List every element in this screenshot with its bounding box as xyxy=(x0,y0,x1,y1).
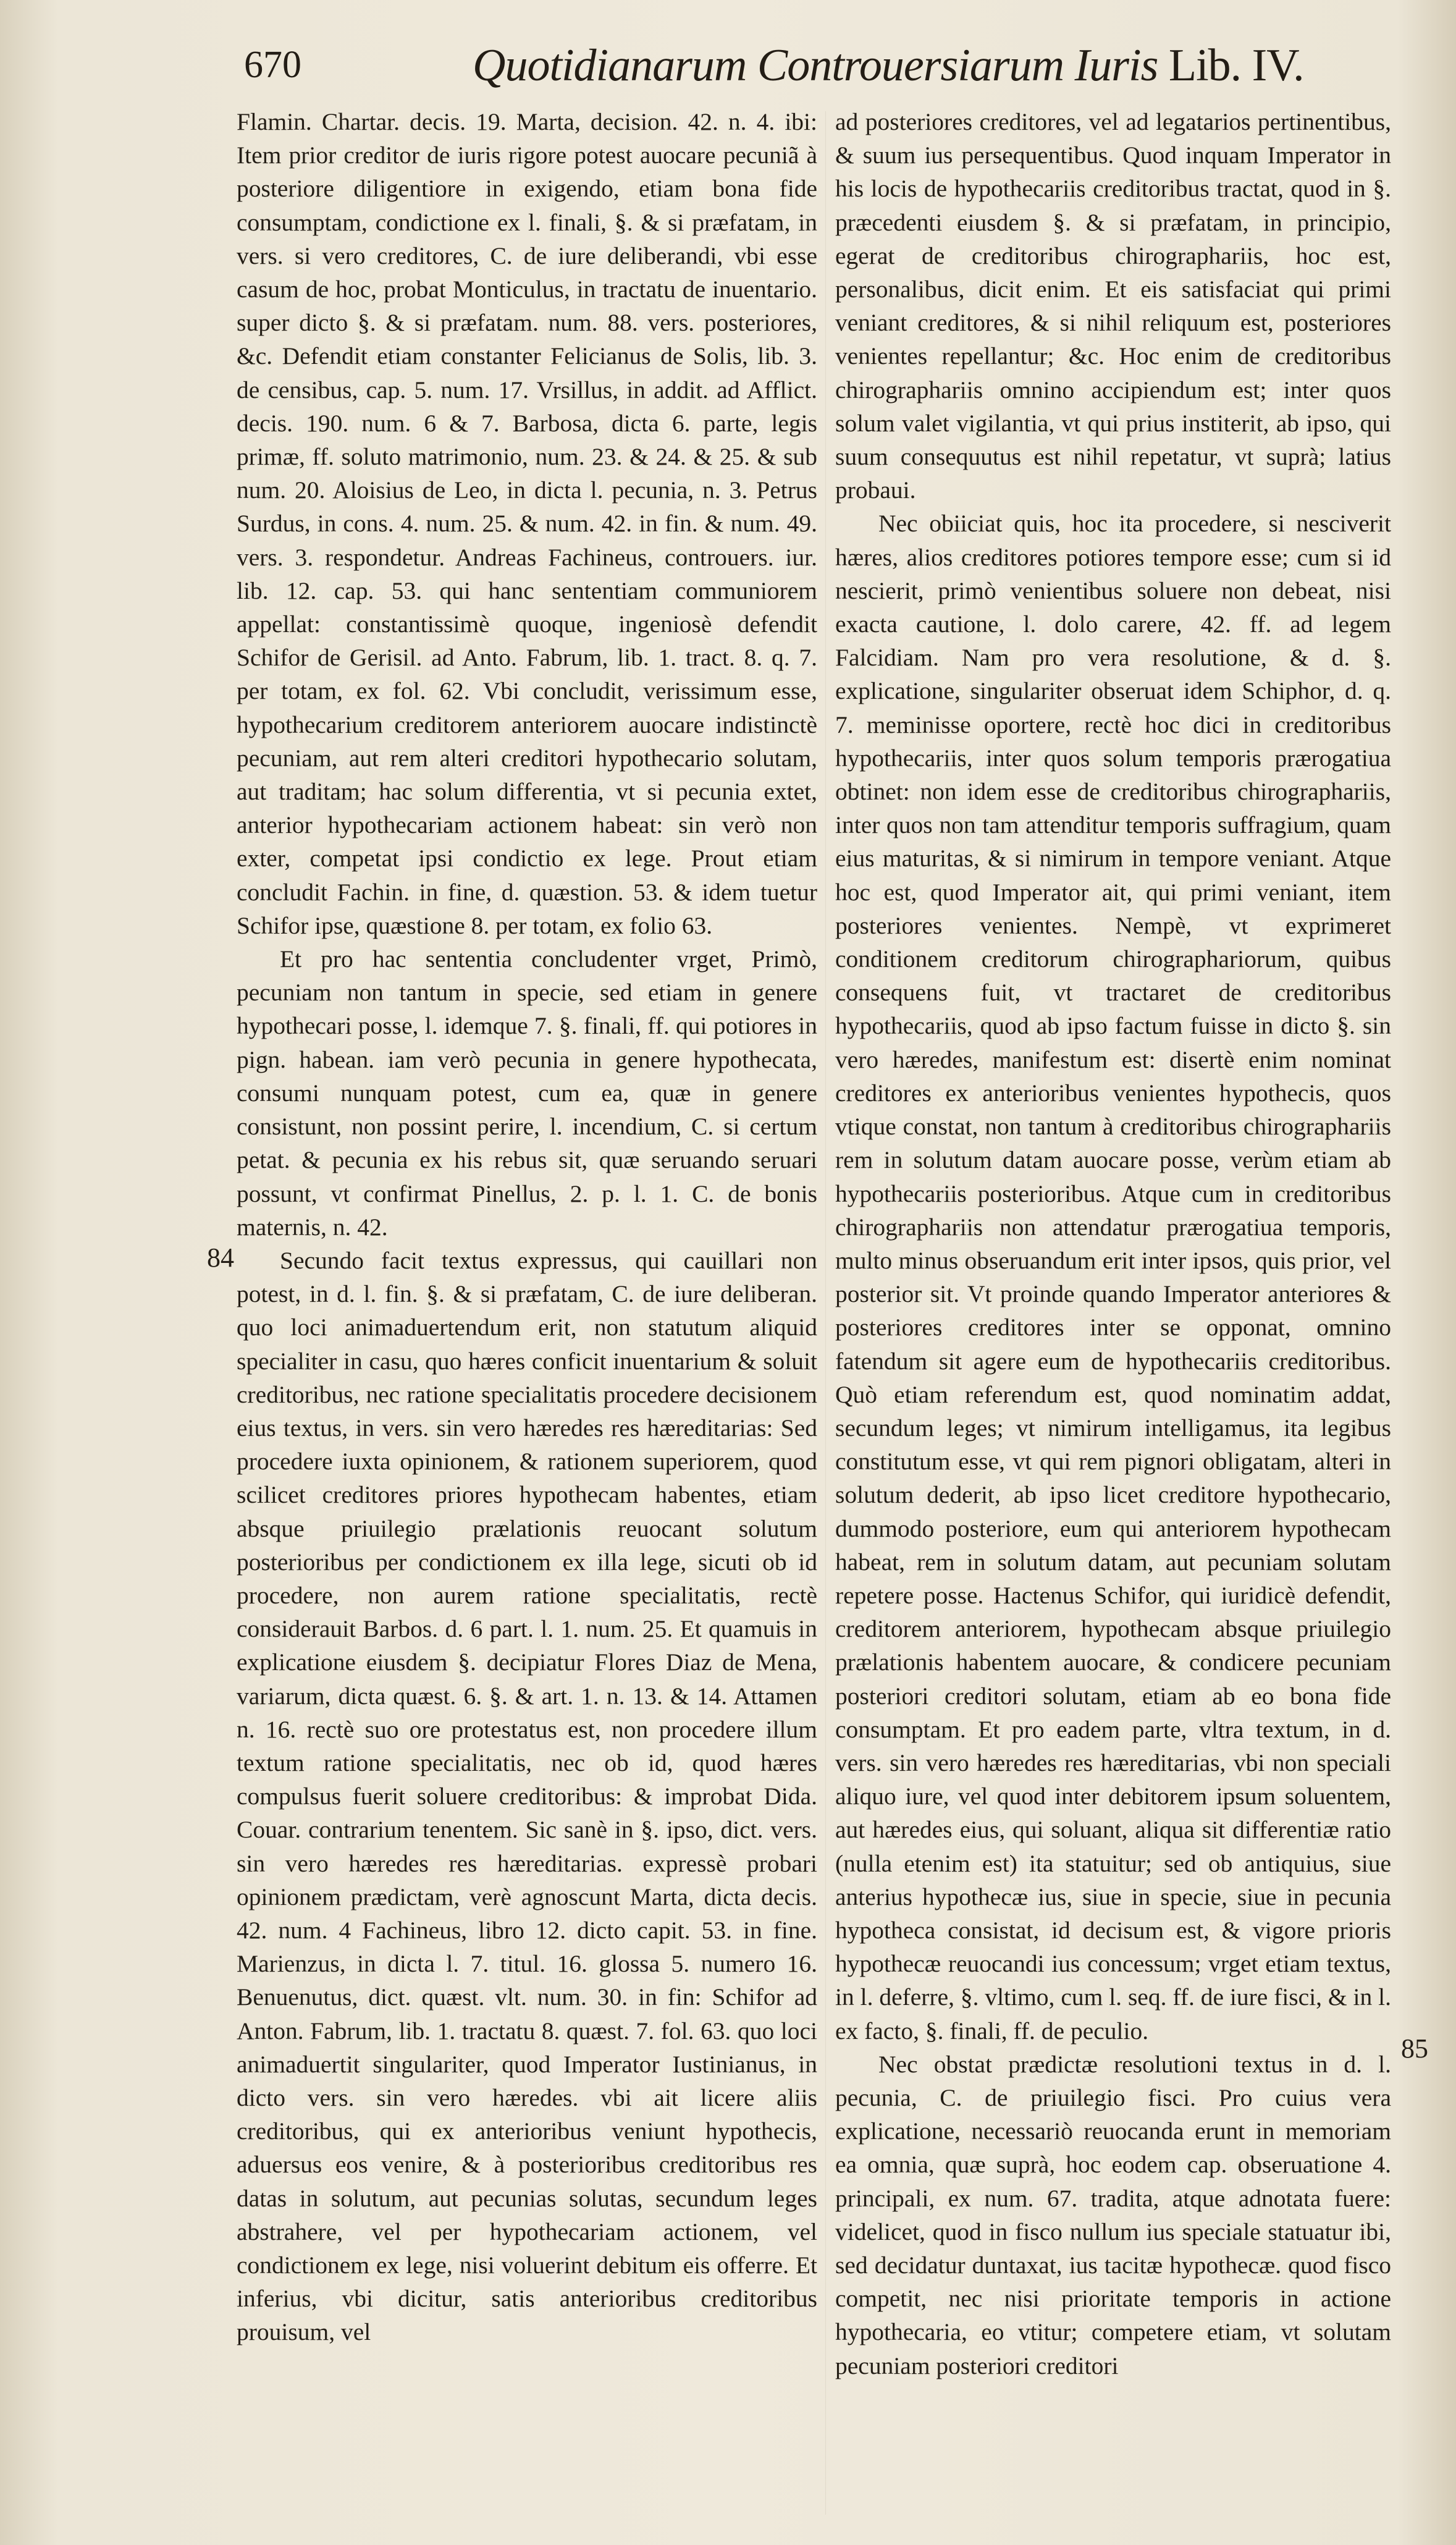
running-title xyxy=(473,40,1304,92)
column-gutter xyxy=(825,111,826,2515)
right-column xyxy=(835,105,1391,2383)
margin-number-left: 84 xyxy=(207,1243,234,1273)
paragraph: Et pro hac sententia concludenter vrget, Primò, pecuniam non tantum in specie, sed etiam in genere hypothecari posse, l. idemque 7. §. finali, ff. qui potiores in pign. habean. iam verò pecunia in genere hypothecata, consumi nunquam potest, cum ea, quæ in genere consistunt, non possint perire, l. incendium, C. si certum petat. & pecunia ex his rebus sit, quæ seruando seruari possunt, vt confirmat Pinellus, 2. p. l. 1. C. de bonis maternis, n. 42. xyxy=(237,945,817,1241)
paragraph: Nec obiiciat quis, hoc ita procedere, si nesciverit hæres, alios creditores potiores tempore esse; cum si id nescierit, primò venientibus soluere non debeat, nisi exacta cautione, l. dolo carere, 42. ff. ad legem Falcidiam. Nam pro vera resolutione, & d. §. explicatione, singulariter obseruat idem Schiphor, d. q. 7. meminisse oportere, rectè hoc dici in creditoribus hypothecariis, inter quos solum temporis prærogatiua obtinet: non idem esse de creditoribus chirographariis, inter quos non tam attenditur temporis suffragium, quam eius maturitas, & si nimirum in tempore veniant. Atque hoc est, quod Imperator ait, qui primi veniant, item posteriores venientes. Nempè, vt exprimeret conditionem creditorum chirographariorum, quibus consequens fuit, vt tractaret de creditoribus hypothecariis, quod ab ipso factum fuisse in dicto §. sin vero hæredes, manifestum est: disertè enim nominat creditores ex anterioribus venientes hypothecis, quos vtique constat, non tantum à creditoribus chirographariis rem in solutum datam auocare posse, verùm etiam ab hypothecariis posterioribus. Atque cum in creditoribus chirographariis non attendatur prærogatiua temporis, multo minus obseruandum erit inter ipsos, quis prior, vel posterior sit. Vt proinde quando Imperator anteriores & posteriores creditores inter se opponat, omnino fatendum sit agere eum de hypothecariis creditoribus. Quò etiam referendum est, quod nominatim addat, secundum leges; vt nimirum intelligamus, ita legibus constitutum esse, vt qui rem pignori obligatam, alteri in solutum dederit, ab ipso licet creditore hypothecario, dummodo posteriore, eum qui anteriorem hypothecam habeat, rem in solutum datam, aut pecuniam solutam repetere posse. Hactenus Schifor, qui iuridicè defendit, creditorem anteriorem, hypothecam absque priuilegio prælationis habentem auocare, & condicere pecuniam posteriori creditori solutam, etiam ab eo bona fide consumptam. Et pro eadem parte, vltra textum, in d. vers. sin vero hæredes res hæreditarias, vbi non speciali aliquo iure, vel quod inter debitorem ipsum soluentem, aut hæredes eius, qui soluant, aliqua sit differentiæ ratio (nulla etenim est) ita statuitur; sed ob antiquius, siue anterius hypothecæ ius, siue in specie, siue in pecunia hypotheca consistat, id decisum est, & vigore prioris hypothecæ reuocandi ius concessum; vrget etiam textus, in l. deferre, §. vltimo, cum l. seq. ff. de iure fisci, & in l. ex facto, §. finali, ff. de peculio. xyxy=(835,510,1391,2045)
page-number: 670 xyxy=(244,44,301,86)
paragraph: ad posteriores creditores, vel ad legatarios pertinentibus, & suum ius persequentibus. Quod inquam Imperator in his locis de hypothecariis creditoribus tractat, quod in §. præcedenti eiusdem §. & si præfatam, in principio, egerat de creditoribus chirographariis, hoc est, personalibus, dicit enim. Et eis satisfaciat qui primi veniant creditores, & si nihil reliquum est, posteriores venientes repellantur; &c. Hoc enim de creditoribus chirographariis omnino accipiendum est; inter quos solum valet vigilantia, vt qui prius institerit, ab ipso, qui suum consequutus est nihil repetatur, vt suprà; latius probaui. xyxy=(835,108,1391,504)
running-title-text: Quotidianarum Controuersiarum Iuris xyxy=(473,40,1158,91)
paragraph: Secundo facit textus expressus, qui cauillari non potest, in d. l. fin. §. & si præfatam, C. de iure deliberan. quo loci animaduertendum erit, non statutum aliquid specialiter in casu, quo hæres conficit inuentarium & soluit creditoribus, nec ratione specialitatis procedere decisionem eius textus, in vers. sin vero hæredes res hæreditarias: Sed procedere iuxta opinionem, & rationem superiorem, quod scilicet creditores priores hypothecam habentes, etiam absque priuilegio prælationis reuocant solutum posterioribus per condictionem ex illa lege, sicuti ob id procedere, non aurem ratione specialitatis, rectè considerauit Barbos. d. 6 part. l. 1. num. 25. Et quamuis in explicatione eiusdem §. decipiatur Flores Diaz de Mena, variarum, dicta quæst. 6. §. & art. 1. n. 13. & 14. Attamen n. 16. rectè suo ore protestatus est, non procedere illum textum ratione specialitatis, nec ob id, quod hæres compulsus fuerit soluere creditoribus: & improbat Dida. Couar. contrarium tenentem. Sic sanè in §. ipso, dict. vers. sin vero hæredes res hæreditarias. expressè probari opinionem prædictam, verè agnoscunt Marta, dicta decis. 42. num. 4 Fachineus, libro 12. dicto capit. 53. in fine. Marienzus, in dicta l. 7. titul. 16. glossa 5. numero 16. Benuenutus, dict. quæst. vlt. num. 30. in fin: Schifor ad Anton. Fabrum, lib. 1. tractatu 8. quæst. 7. fol. 63. quo loci animaduertit singulariter, quod Imperator Iustinianus, in dicto vers. sin vero hæredes. vbi ait licere aliis creditoribus, qui ex anterioribus veniunt hypothecis, aduersus eos venire, & à posterioribus creditoribus res datas in solutum, aut pecunias solutas, secundum leges abstrahere, vel per hypothecariam actionem, vel condictionem ex lege, nisi voluerint debitum eis offerre. Et inferius, vbi dicitur, satis anterioribus creditoribus prouisum, vel xyxy=(237,1246,817,2346)
page-header xyxy=(244,37,1307,111)
paragraph: Flamin. Chartar. decis. 19. Marta, decision. 42. n. 4. ibi: Item prior creditor de iuris rigore potest auocare pecuniã à posteriore diligentiore in exigendo, etiam bona fide consumptam, condictione ex l. finali, §. & si præfatam, in vers. si vero creditores, C. de iure deliberandi, vbi esse casum de hoc, probat Monticulus, in tractatu de inuentario. super dicto §. & si præfatam. num. 88. vers. posteriores, &c. Defendit etiam constanter Felicianus de Solis, lib. 3. de censibus, cap. 5. num. 17. Vrsillus, in addit. ad Afflict. decis. 190. num. 6 & 7. Barbosa, dicta 6. parte, legis primæ, ff. soluto matrimonio, num. 23. & 24. & 25. & sub num. 20. Aloisius de Leo, in dicta l. pecunia, n. 3. Petrus Surdus, in cons. 4. num. 25. & num. 42. in fin. & num. 49. vers. 3. respondetur. Andreas Fachineus, controuers. iur. lib. 12. cap. 53. qui hanc sententiam communiorem appellat: constantissimè quoque, ingeniosè defendit Schifor de Gerisil. ad Anto. Fabrum, lib. 1. tract. 8. q. 7. per totam, ex fol. 62. Vbi concludit, verissimum esse, hypothecarium creditorem anteriorem auocare indistinctè pecuniam, aut rem alteri creditori hypothecario solutam, aut traditam; hac solum differentia, vt si pecunia extet, anterior hypothecariam actionem habeat: sin verò non exter, competat ipsi condictio ex lege. Prout etiam concludit Fachin. in fine, d. quæstion. 53. & idem tuetur Schifor ipse, quæstione 8. per totam, ex folio 63. xyxy=(237,108,817,939)
left-column xyxy=(237,105,817,2349)
margin-number-right: 85 xyxy=(1401,2033,1428,2064)
book-label: Lib. IV. xyxy=(1168,40,1304,91)
paragraph: Nec obstat prædictæ resolutioni textus in d. l. pecunia, C. de priuilegio fisci. Pro cuius vera explicatione, necessariò reuocanda erunt in memoriam ea omnia, quæ suprà, hoc eodem cap. obseruatione 4. principali, ex num. 67. tradita, atque adnotata fuere: videlicet, quod in fisco nullum ius speciale statuatur ibi, sed decidatur duntaxat, ius tacitæ hypothecæ. quod fisco competit, nec nisi prioritate temporis in actione hypothecaria, eo vtitur; competere etiam, vt solutam pecuniam posteriori creditori xyxy=(835,2050,1391,2379)
